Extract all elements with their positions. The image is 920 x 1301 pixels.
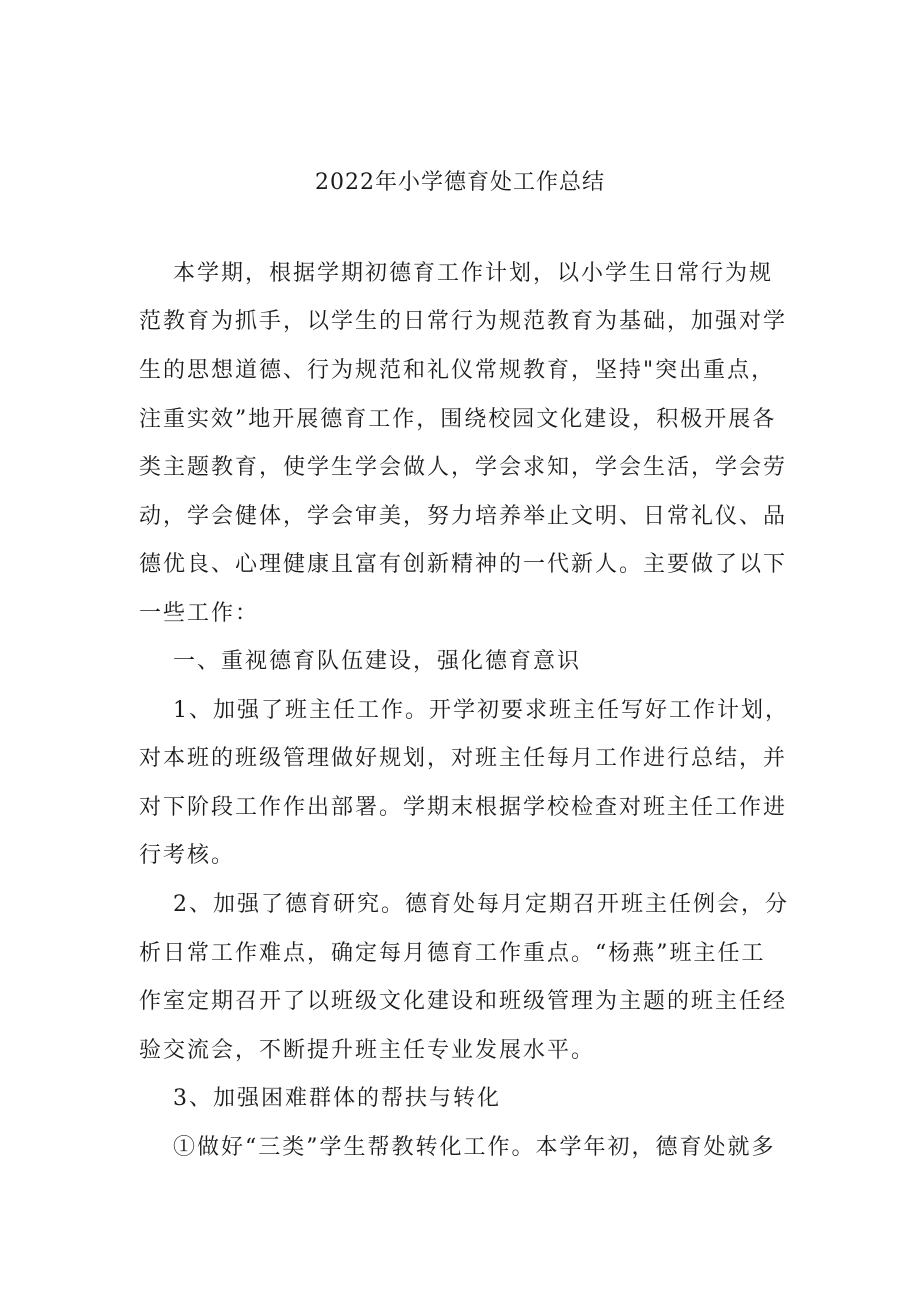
body-line: 注重实效”地开展德育工作，围绕校园文化建设，积极开展各: [139, 407, 777, 432]
body-line: 验交流会，不断提升班主任专业发展水平。: [139, 1038, 596, 1063]
body-line: 动，学会健体，学会审美，努力培养举止文明、日常礼仪、品: [139, 504, 788, 529]
subsection-heading: 3、加强困难群体的帮扶与转化: [173, 1086, 501, 1111]
body-line: 范教育为抓手，以学生的日常行为规范教育为基础，加强对学: [139, 309, 788, 334]
body-line: 1、加强了班主任工作。开学初要求班主任写好工作计划，: [173, 698, 789, 723]
body-line: 本学期，根据学期初德育工作计划，以小学生日常行为规: [173, 261, 774, 286]
body-line: 2、加强了德育研究。德育处每月定期召开班主任例会，分: [173, 892, 789, 917]
document-title: 2022年小学德育处工作总结: [315, 170, 605, 195]
body-line: 德优良、心理健康且富有创新精神的一代新人。主要做了以下: [139, 552, 788, 577]
body-line: 析日常工作难点，确定每月德育工作重点。“杨燕”班主任工: [139, 941, 766, 966]
body-line: 行考核。: [139, 843, 236, 868]
body-line: 生的思想道德、行为规范和礼仪常规教育，坚持"突出重点，: [139, 358, 776, 383]
section-heading: 一、重视德育队伍建设，强化德育意识: [173, 649, 582, 674]
body-line: 对下阶段工作作出部署。学期末根据学校检查对班主任工作进: [139, 795, 788, 820]
body-line: 对本班的班级管理做好规划，对班主任每月工作进行总结，并: [139, 746, 788, 771]
body-line: 一些工作：: [139, 601, 260, 626]
body-line: 类主题教育，使学生学会做人，学会求知，学会生活，学会劳: [139, 455, 788, 480]
body-line: ①做好“三类”学生帮教转化工作。本学年初，德育处就多: [173, 1135, 776, 1160]
body-line: 作室定期召开了以班级文化建设和班级管理为主题的班主任经: [139, 989, 788, 1014]
